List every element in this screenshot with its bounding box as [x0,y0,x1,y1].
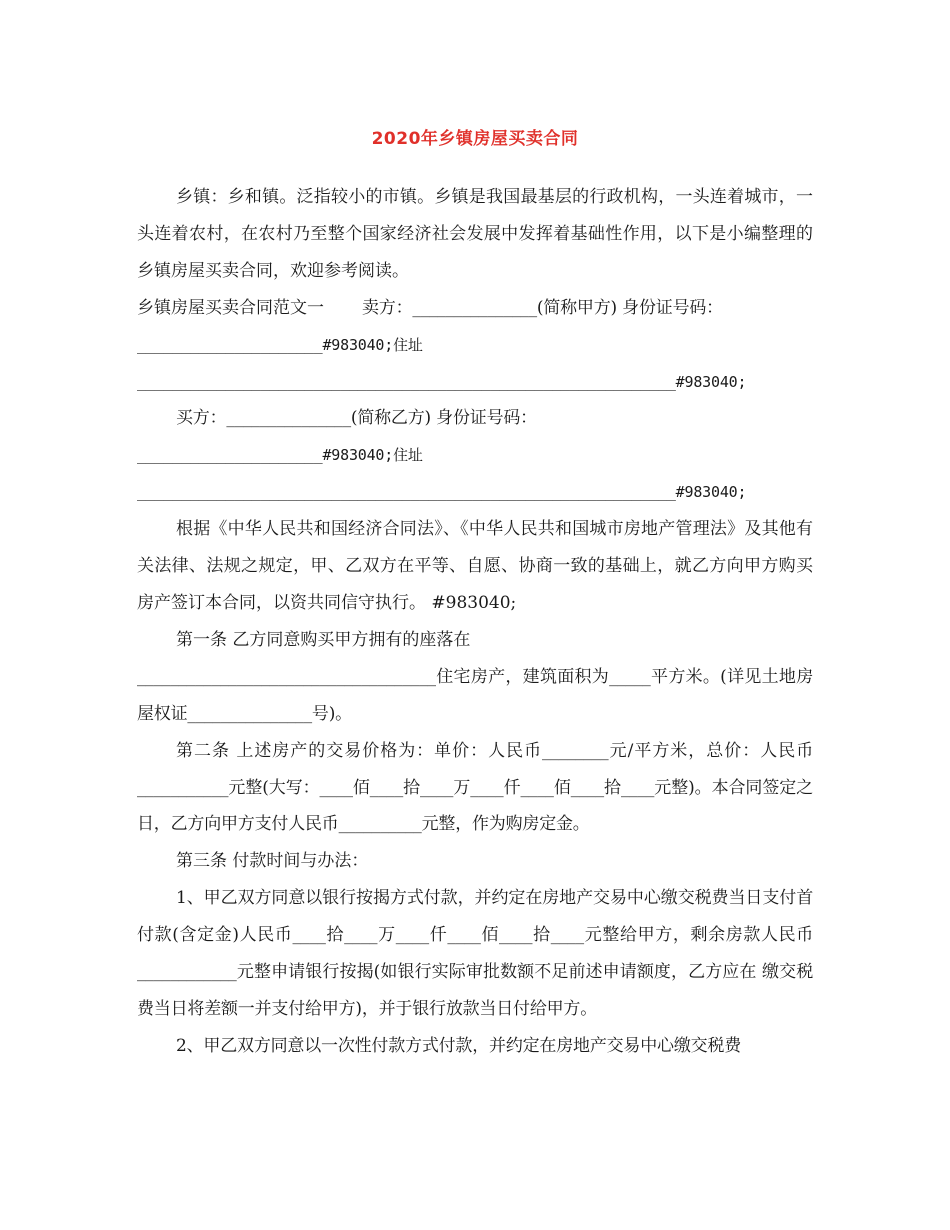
article-1-heading: 第一条 乙方同意购买甲方拥有的座落在 [176,629,471,650]
buyer-line: 买方：_______________(简称乙方) 身份证号码： [176,408,537,429]
buyer-address-line: _____________________________________________________________#983040; [137,483,747,502]
intro-paragraph: 乡镇：乡和镇。泛指较小的市镇。乡镇是我国最基层的行政机构，一头连着城市，一头连着农村，在农村乃至整个国家经济社会发展中发挥着基础性作用，以下是小编整理的乡镇房屋买卖合同，欢迎参考阅读。 [137,187,813,281]
seller-id-line: _____________________#983040;住址 [137,335,423,354]
article-1-body: ____________________________________住宅房产，建筑面积为_____平方米。(详见土地房屋权证_______________号)。 [137,666,813,724]
basis-paragraph: 根据《中华人民共和国经济合同法》、《中华人民共和国城市房地产管理法》及其他有关法律、法规之规定，甲、乙双方在平等、自愿、协商一致的基础上，就乙方向甲方购买房产签订本合同，以资共同信守执行。 #983040; [137,519,813,613]
article-3-heading: 第三条 付款时间与办法： [176,851,369,872]
article-3-clause-1: 1、甲乙双方同意以银行按揭方式付款，并约定在房地产交易中心缴交税费当日支付首付款(含定金)人民币____拾____万____仟____佰____拾____元整给甲方，剩余房款人民币____________元整申请银行按揭(如银行实际审批数额不足前述申请额度，乙方应在 缴交税费当日将差额一并支付给甲方)，并于银行放款当日付给甲方。 [137,888,813,1019]
document-body [137,179,813,1065]
buyer-id-line: _____________________#983040;住址 [137,446,423,465]
seller-line: 卖方：_______________(简称甲方) 身份证号码： [362,297,723,318]
article-3-clause-2: 2、甲乙双方同意以一次性付款方式付款，并约定在房地产交易中心缴交税费 [176,1035,742,1056]
document-title: 2020年乡镇房屋买卖合同 [371,129,579,149]
article-2-paragraph: 第二条 上述房产的交易价格为：单价：人民币________元/平方米，总价：人民币___________元整(大写：____佰____拾____万____仟____佰____拾____元整)。本合同签定之日，乙方向甲方支付人民币__________元整，作为购房定金。 [137,740,813,835]
seller-block [137,290,813,327]
sample-heading: 乡镇房屋买卖合同范文一 [137,297,324,318]
seller-address-line: _____________________________________________________________#983040; [137,372,747,391]
